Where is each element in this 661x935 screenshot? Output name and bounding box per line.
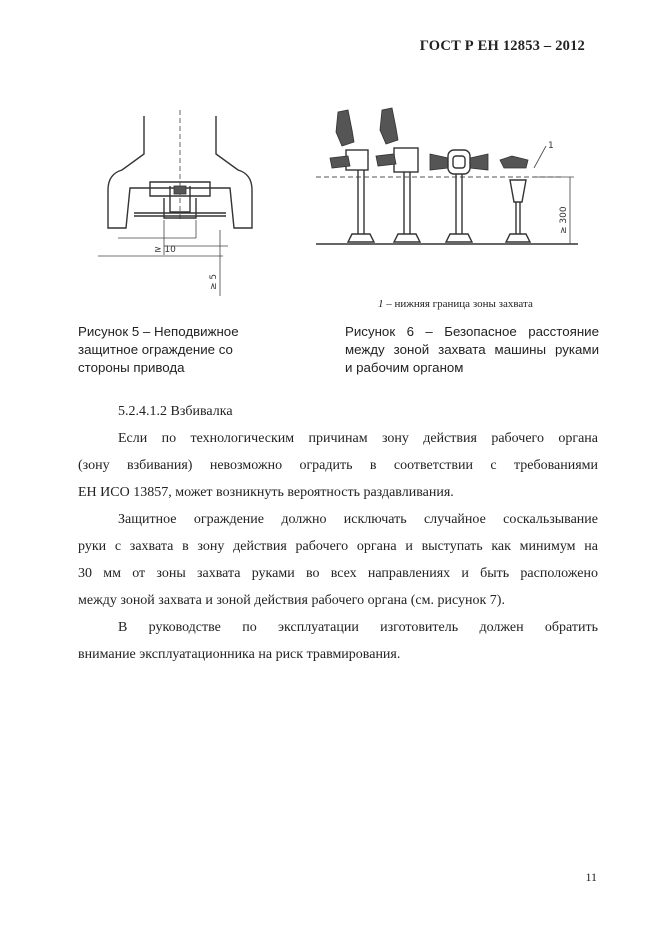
figure-5-dim-horizontal: ≥ 10 [154, 245, 176, 255]
caption-line: Рисунок 6 – Безопасное расстояние [345, 324, 599, 339]
paragraph-1-line: Если по технологическим причинам зону действия рабочего органа [118, 431, 598, 446]
caption-line: между зоной захвата машины руками [345, 342, 599, 357]
caption-line: стороны привода [78, 360, 185, 375]
paragraph-2-line: между зоной захвата и зоной действия рабочего органа (см. рисунок 7). [78, 593, 505, 608]
section-heading: 5.2.4.1.2 Взбивалка [118, 404, 233, 419]
paragraph-1-line: (зону взбивания) невозможно оградить в соответствии с требованиями [78, 458, 598, 473]
paragraph-3-line: В руководстве по эксплуатации изготовитель должен обратить [118, 620, 598, 635]
legend-number: 1 [378, 298, 384, 310]
figure-5-drawing [78, 110, 278, 305]
paragraph-2-line: руки с захвата в зону действия рабочего органа и выступать как минимум на [78, 539, 598, 554]
caption-line: Рисунок 5 – Неподвижное [78, 324, 239, 339]
figure-6-dim-vertical: ≥ 300 [559, 206, 569, 234]
figure-6-caption [345, 323, 599, 377]
figure-6-drawing [312, 102, 582, 252]
paragraph-1-line: ЕН ИСО 13857, может возникнуть вероятность раздавливания. [78, 485, 454, 500]
document-header: ГОСТ Р ЕН 12853 – 2012 [419, 38, 585, 54]
legend-text: – нижняя граница зоны захвата [383, 298, 533, 310]
caption-line: и рабочим органом [345, 360, 464, 375]
paragraph-3-line: внимание эксплуатационника на риск травмирования. [78, 647, 401, 662]
paragraph-2-line: 30 мм от зоны захвата руками во всех направлениях и быть расположено [78, 566, 598, 581]
figure-6-legend [378, 298, 533, 310]
figure-6-callout: 1 [548, 141, 554, 151]
page-number: 11 [585, 870, 597, 884]
paragraph-2-line: Защитное ограждение должно исключать случайное соскальзывание [118, 512, 598, 527]
figure-5-dim-vertical: ≥ 5 [209, 273, 219, 290]
caption-line: защитное ограждение со [78, 342, 233, 357]
figure-5-caption [78, 323, 283, 377]
